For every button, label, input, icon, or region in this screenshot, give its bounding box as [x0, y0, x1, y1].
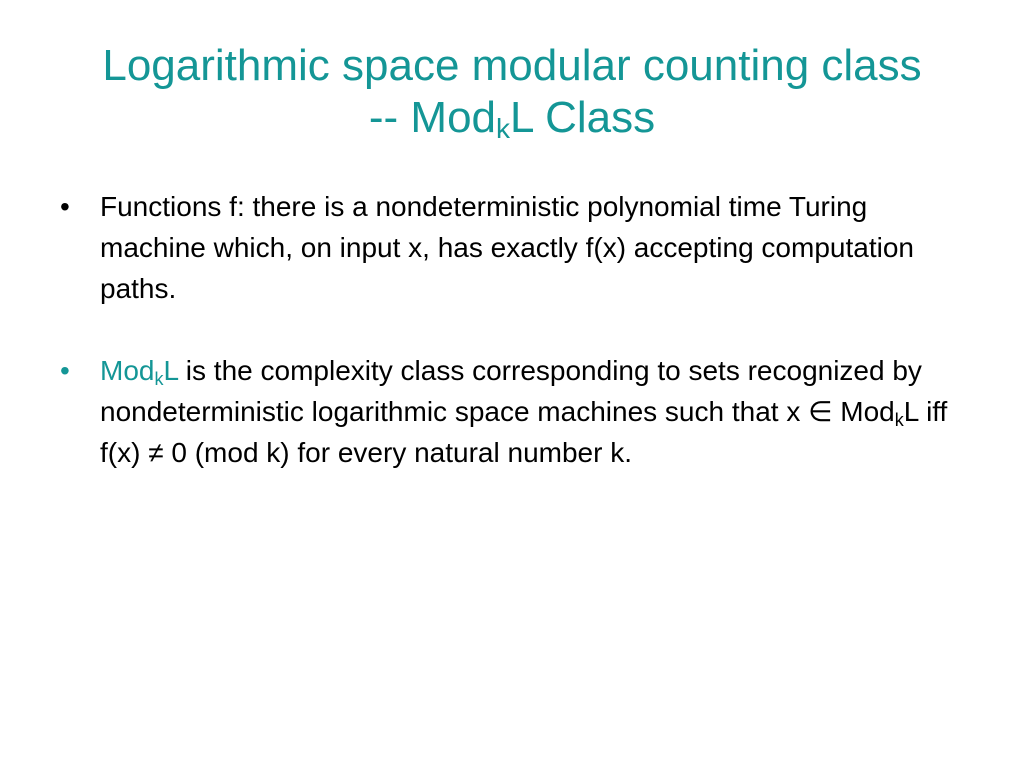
bullet-item-functions — [56, 186, 956, 309]
not-equal-symbol: ≠ — [148, 437, 164, 468]
title-subscript-k: k — [496, 113, 511, 144]
bullet-item-modkl-definition — [56, 350, 956, 473]
title-line-1: Logarithmic space modular counting class — [102, 41, 922, 90]
term-modkl — [100, 355, 179, 389]
bullet-text-c: L iff f(x) — [100, 396, 948, 468]
title-line-2-prefix: -- Mod — [368, 93, 497, 142]
title-line-2-suffix: L Class — [510, 93, 656, 142]
term-prefix: Mod — [100, 355, 155, 386]
bullet-text-a: is the complexity class corresponding to sets recognized by nondeterministic logarithmic space machines such that x — [100, 355, 922, 427]
bullet-marker: • — [60, 191, 70, 222]
element-of-symbol: ∈ — [808, 396, 833, 427]
bullet-list — [56, 186, 956, 514]
bullet-marker: • — [60, 355, 70, 386]
bullet-text-b: Mod — [832, 396, 895, 427]
slide-title — [20, 40, 1004, 144]
bullet-text-d: 0 (mod k) for every natural number k. — [163, 437, 632, 468]
inline-subscript-k: k — [894, 410, 904, 430]
bullet-text: Functions f: there is a nondeterministic polynomial time Turing machine which, on input x, has exactly f(x) accepting computation paths. — [100, 191, 914, 304]
term-suffix: L — [163, 355, 179, 386]
term-subscript-k: k — [154, 369, 164, 389]
